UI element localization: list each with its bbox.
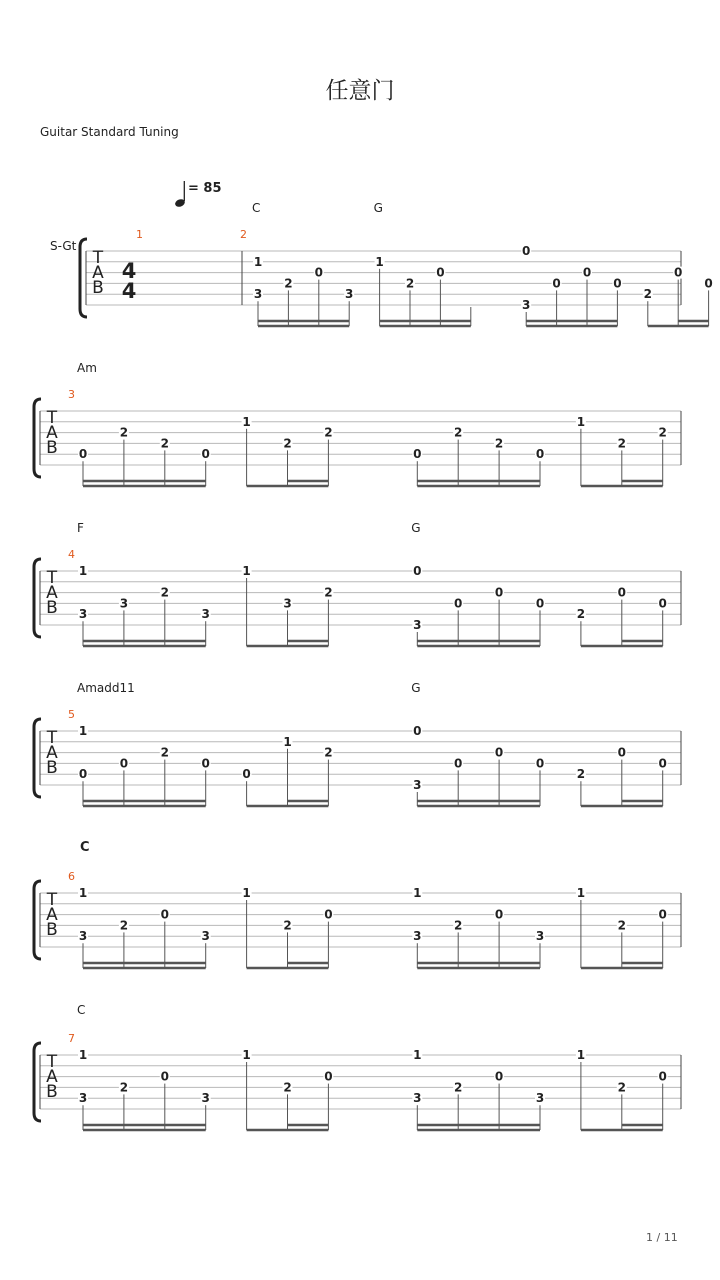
fret-number: 0 [582, 265, 592, 280]
fret-number: 0 [552, 276, 561, 291]
tab-clef-letter: T [46, 890, 58, 910]
fret-number: 0 [160, 907, 169, 922]
fret-number: 3 [413, 929, 422, 944]
tab-clef-letter: T [46, 728, 58, 748]
fret-number: 2 [324, 585, 333, 600]
fret-number: 0 [535, 447, 545, 462]
tab-clef-letter: B [46, 438, 58, 458]
fret-number: 2 [160, 436, 169, 451]
fret-number: 0 [494, 585, 504, 600]
measure-number: 7 [68, 1032, 75, 1045]
fret-number: 3 [413, 1091, 422, 1106]
tab-clef-letter: B [46, 758, 58, 778]
fret-number: 2 [494, 436, 504, 451]
tab-clef-letter: A [46, 743, 58, 763]
fret-number: 1 [78, 564, 88, 578]
fret-number: 0 [242, 767, 251, 782]
fret-number: 0 [613, 276, 622, 291]
fret-number: 2 [454, 425, 463, 440]
fret-number: 2 [324, 425, 333, 440]
chord-name: Amadd11 [77, 681, 135, 695]
fret-number: 0 [658, 907, 667, 922]
fret-number: 2 [160, 585, 169, 600]
tab-clef-letter: A [92, 263, 104, 283]
fret-number: 3 [413, 618, 422, 632]
fret-number: 0 [617, 745, 626, 760]
tab-clef-letter: B [46, 920, 58, 940]
tempo-marking: = 85 [188, 181, 222, 196]
fret-number: 0 [201, 447, 210, 462]
chord-name: G [411, 681, 421, 695]
fret-number: 0 [658, 756, 667, 771]
fret-number: 1 [413, 886, 422, 900]
chord-name: C [252, 201, 261, 215]
fret-number: 1 [576, 886, 586, 900]
measure-number: 5 [68, 708, 75, 721]
fret-number: 2 [119, 1080, 129, 1095]
fret-number: 0 [617, 585, 626, 600]
measure-number: 1 [136, 228, 143, 241]
fret-number: 0 [201, 756, 210, 771]
fret-number: 3 [201, 1091, 210, 1106]
fret-number: 3 [535, 929, 545, 944]
fret-number: 0 [494, 907, 504, 922]
fret-number: 0 [160, 1069, 169, 1084]
fret-number: 1 [78, 886, 88, 900]
fret-number: 1 [253, 254, 263, 269]
fret-number: 2 [454, 1080, 463, 1095]
fret-number: 2 [405, 276, 415, 291]
fret-number: 1 [242, 886, 251, 900]
fret-number: 0 [119, 756, 129, 771]
fret-number: 2 [454, 918, 463, 933]
fret-number: 3 [522, 298, 531, 312]
measure-number: 3 [68, 388, 75, 401]
song-title: 任意门 [325, 78, 395, 104]
fret-number: 2 [576, 767, 586, 782]
fret-number: 1 [242, 564, 251, 578]
fret-number: 0 [78, 447, 88, 462]
fret-number: 3 [535, 1091, 545, 1106]
fret-number: 3 [201, 607, 210, 622]
tab-clef-letter: B [46, 1082, 58, 1102]
fret-number: 3 [78, 1091, 88, 1106]
fret-number: 0 [324, 907, 333, 922]
tab-clef-letter: A [46, 423, 58, 443]
fret-number: 2 [576, 607, 586, 622]
tab-clef-letter: T [46, 408, 58, 428]
fret-number: 0 [454, 596, 463, 611]
fret-number: 0 [522, 244, 531, 258]
time-signature-numerator: 4 [121, 259, 137, 283]
fret-number: 2 [160, 745, 169, 760]
chord-name: Am [77, 361, 97, 375]
section-label: C [80, 840, 90, 855]
fret-number: 0 [535, 756, 545, 771]
fret-number: 0 [658, 1069, 667, 1084]
fret-number: 1 [413, 1048, 422, 1062]
tab-clef-letter: B [46, 598, 58, 618]
fret-number: 2 [283, 436, 292, 451]
fret-number: 3 [413, 778, 422, 792]
measure-number: 2 [240, 228, 247, 241]
fret-number: 2 [658, 425, 667, 440]
fret-number: 1 [375, 254, 384, 269]
chord-name: G [373, 201, 383, 215]
fret-number: 0 [413, 447, 422, 462]
fret-number: 2 [643, 287, 652, 302]
quarter-note-icon [174, 181, 186, 208]
fret-number: 3 [283, 596, 292, 611]
fret-number: 0 [413, 564, 422, 578]
fret-number: 0 [535, 596, 545, 611]
time-signature-denominator: 4 [121, 279, 137, 303]
fret-number: 1 [283, 734, 292, 749]
tab-clef-letter: T [46, 568, 58, 588]
tab-clef-letter: A [46, 1067, 58, 1087]
tab-clef-letter: A [46, 905, 58, 925]
fret-number: 1 [576, 414, 586, 429]
fret-number: 1 [576, 1048, 586, 1062]
fret-number: 0 [704, 276, 713, 291]
fret-number: 2 [284, 276, 293, 291]
fret-number: 3 [78, 607, 88, 622]
fret-number: 1 [242, 1048, 251, 1062]
chord-name: C [77, 1003, 86, 1017]
fret-number: 2 [119, 918, 129, 933]
measure-number: 6 [68, 870, 75, 883]
measure-number: 4 [68, 548, 75, 561]
tab-clef-letter: B [92, 278, 104, 298]
fret-number: 0 [314, 265, 323, 280]
fret-number: 3 [345, 287, 354, 302]
fret-number: 3 [119, 596, 129, 611]
fret-number: 2 [617, 1080, 626, 1095]
fret-number: 3 [201, 929, 210, 944]
tab-clef-letter: T [46, 1052, 58, 1072]
fret-number: 2 [119, 425, 129, 440]
fret-number: 0 [454, 756, 463, 771]
tuning-label: Guitar Standard Tuning [40, 125, 179, 139]
tab-clef-letter: A [46, 583, 58, 603]
fret-number: 0 [658, 596, 667, 611]
fret-number: 0 [436, 265, 445, 280]
fret-number: 0 [674, 265, 683, 280]
instrument-label: S-Gt [50, 239, 77, 253]
fret-number: 2 [617, 436, 626, 451]
fret-number: 0 [494, 1069, 504, 1084]
fret-number: 2 [324, 745, 333, 760]
fret-number: 3 [78, 929, 88, 944]
page-number: 1 / 11 [646, 1231, 678, 1244]
chord-name: F [77, 521, 84, 535]
tab-clef-letter: T [92, 248, 104, 268]
fret-number: 2 [283, 1080, 292, 1095]
fret-number: 0 [494, 745, 504, 760]
fret-number: 2 [283, 918, 292, 933]
fret-number: 0 [324, 1069, 333, 1084]
fret-number: 1 [78, 724, 88, 738]
chord-name: G [411, 521, 421, 535]
fret-number: 2 [617, 918, 626, 933]
fret-number: 1 [78, 1048, 88, 1062]
fret-number: 0 [413, 724, 422, 738]
fret-number: 1 [242, 414, 251, 429]
fret-number: 0 [78, 767, 88, 782]
fret-number: 3 [253, 287, 263, 302]
